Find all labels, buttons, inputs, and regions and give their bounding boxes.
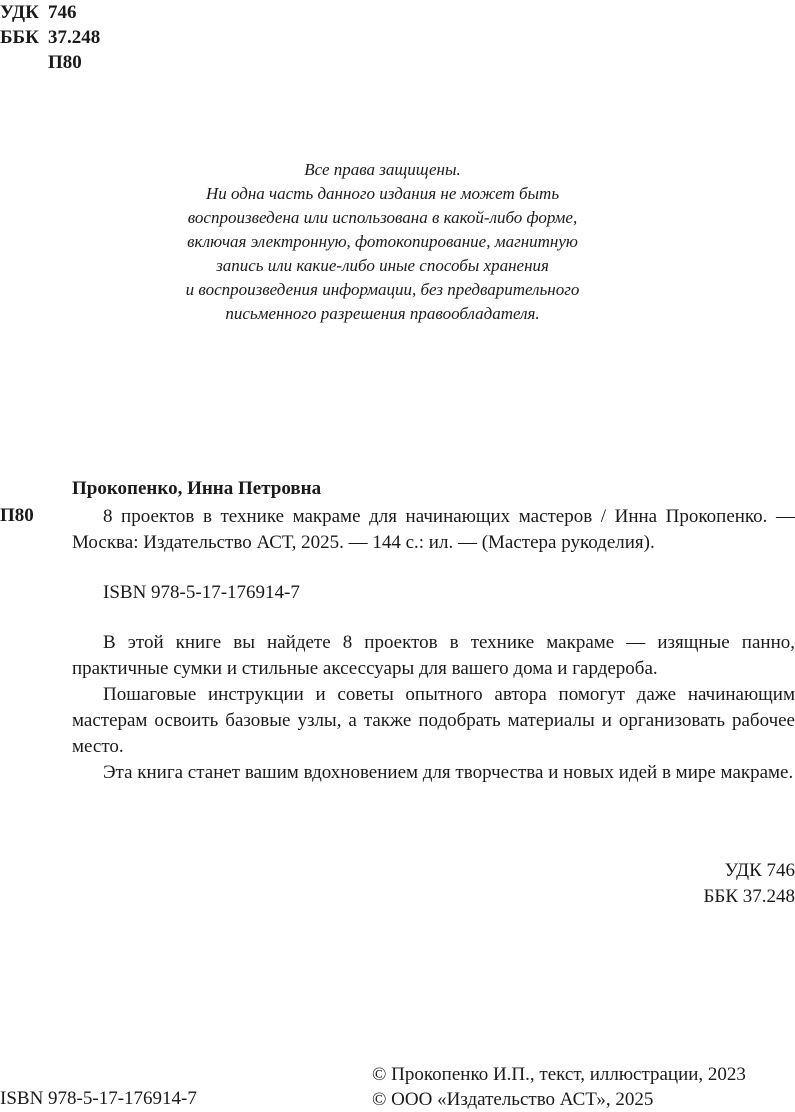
rights-line: письменного разрешения правообладателя. bbox=[100, 302, 665, 326]
copyright-block bbox=[372, 1062, 746, 1112]
rights-line: Ни одна часть данного издания не может быть bbox=[100, 182, 665, 206]
udk-row bbox=[0, 0, 100, 25]
udk-value: 746 bbox=[48, 2, 77, 23]
rights-notice bbox=[100, 158, 665, 326]
rights-line: включая электронную, фотокопирование, магнитную bbox=[100, 230, 665, 254]
bbk-value: 37.248 bbox=[48, 27, 100, 48]
copyright-line: © Прокопенко И.П., текст, иллюстрации, 2023 bbox=[372, 1062, 746, 1087]
rights-line: воспроизведена или использована в какой-либо форме, bbox=[100, 206, 665, 230]
bibliographic-record bbox=[72, 504, 795, 786]
bbk-row bbox=[0, 25, 100, 50]
bbk-label: ББК bbox=[0, 25, 48, 50]
udk-index: УДК 746 bbox=[704, 858, 795, 884]
bbk-index: ББК 37.248 bbox=[704, 884, 795, 910]
rights-line: и воспроизведения информации, без предварительного bbox=[100, 278, 665, 302]
annotation-paragraph: Эта книга станет вашим вдохновением для творчества и новых идей в мире макраме. bbox=[72, 760, 795, 786]
rights-line: Все права защищены. bbox=[100, 158, 665, 182]
annotation-paragraph: Пошаговые инструкции и советы опытного автора помогут даже начинающим мастерам освоить базовые узлы, а также подобрать материалы и организовать рабочее место. bbox=[72, 682, 795, 760]
cutter-code-top: П80 bbox=[0, 50, 100, 75]
copyright-line: © ООО «Издательство АСТ», 2025 bbox=[372, 1087, 746, 1112]
isbn-record: ISBN 978-5-17-176914-7 bbox=[72, 580, 795, 606]
bibliographic-description: 8 проектов в технике макраме для начинающих мастеров / Инна Прокопенко. — Москва: Издательство АСТ, 2025. — 144 с.: ил. — (Мастера рукоделия). bbox=[72, 504, 795, 556]
author-heading: Прокопенко, Инна Петровна bbox=[72, 477, 321, 501]
udk-label: УДК bbox=[0, 0, 48, 25]
classification-indices-bottom bbox=[704, 858, 795, 910]
rights-line: запись или какие-либо иные способы хранения bbox=[100, 254, 665, 278]
cutter-code: П80 bbox=[0, 504, 34, 528]
isbn-footer: ISBN 978-5-17-176914-7 bbox=[0, 1087, 197, 1111]
annotation-paragraph: В этой книге вы найдете 8 проектов в технике макраме — изящные панно, практичные сумки и стильные аксессуары для вашего дома и гардероба. bbox=[72, 630, 795, 682]
classification-indices-top bbox=[0, 0, 100, 75]
